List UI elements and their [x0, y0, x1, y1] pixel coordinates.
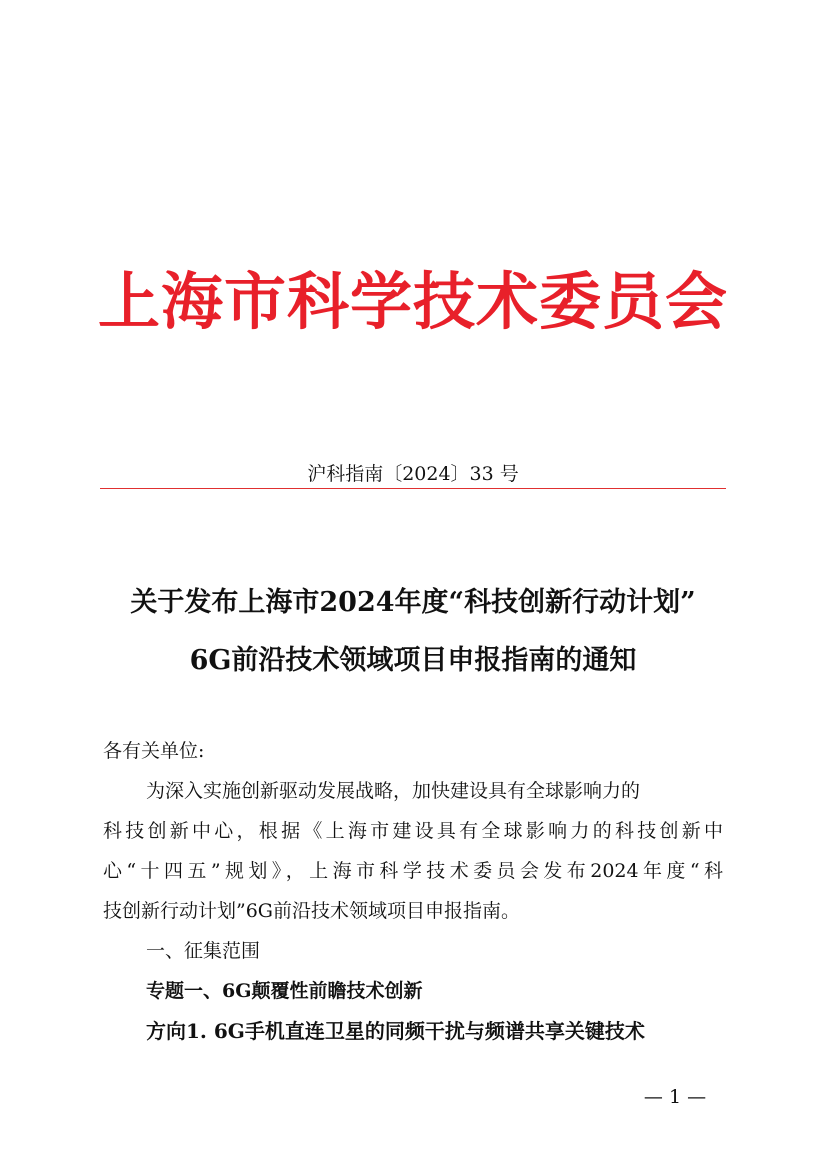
- section-heading: 一、征集范围: [146, 940, 261, 962]
- direction-heading: 方向1. 6G手机直连卫星的同频干扰与频谱共享关键技术: [146, 1019, 645, 1043]
- paragraph-line-2: 科技创新中心，根据《上海市建设具有全球影响力的科技创新中: [103, 820, 723, 842]
- page-number: — 1 —: [643, 1086, 707, 1108]
- notice-title-line-1: 关于发布上海市2024年度“科技创新行动计划”: [130, 587, 696, 618]
- notice-title-line-2: 6G前沿技术领域项目申报指南的通知: [189, 645, 637, 676]
- red-divider: [100, 488, 726, 489]
- document-number: 沪科指南〔2024〕33 号: [307, 463, 519, 485]
- paragraph-line-3: 心“十四五”规划》，上海市科学技术委员会发布2024年度“科: [103, 860, 723, 882]
- salutation: 各有关单位:: [103, 740, 205, 762]
- topic-heading: 专题一、6G颠覆性前瞻技术创新: [146, 980, 423, 1002]
- paragraph-line-1: 为深入实施创新驱动发展战略，加快建设具有全球影响力的: [146, 780, 641, 802]
- paragraph-line-4: 技创新行动计划”6G前沿技术领域项目申报指南。: [103, 900, 520, 922]
- issuer-masthead: 上海市科学技术委员会: [97, 265, 728, 338]
